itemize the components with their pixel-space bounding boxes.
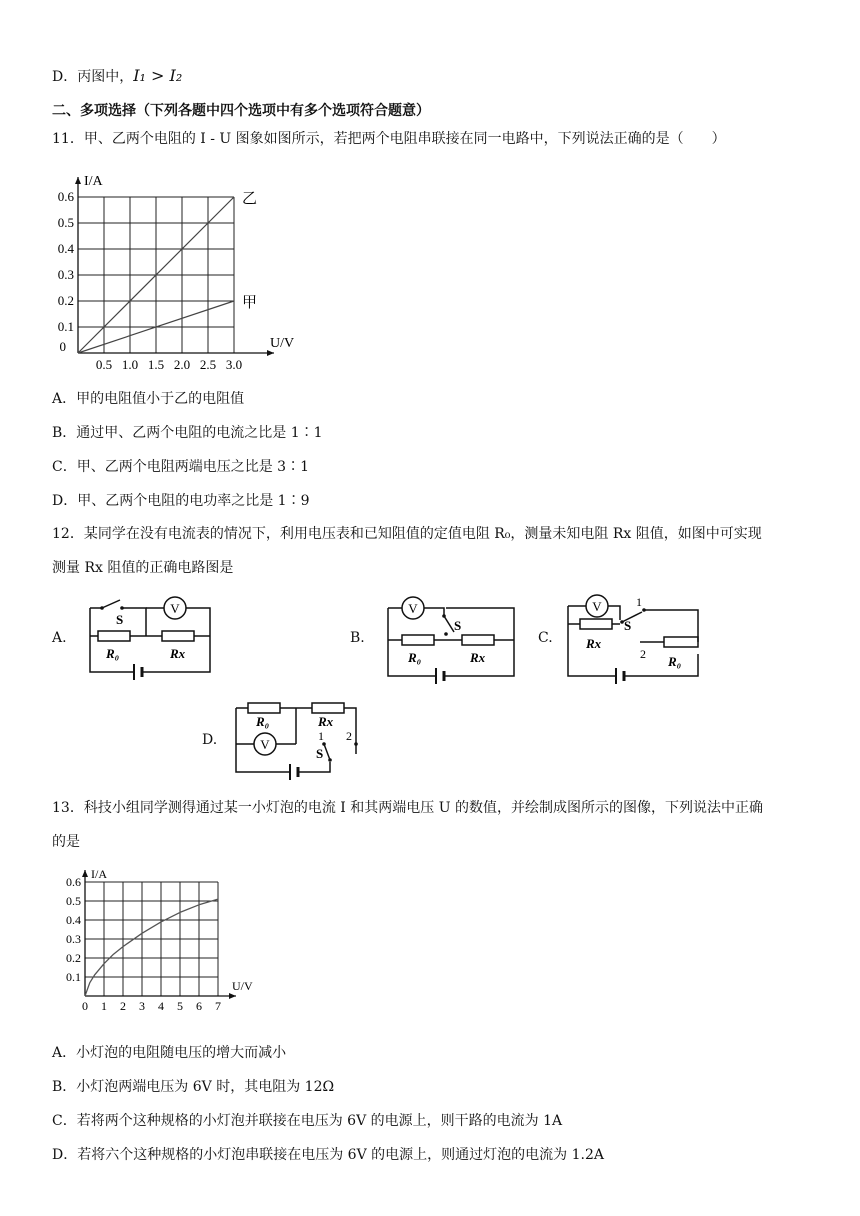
circuit-a <box>86 596 216 680</box>
switch-label: S <box>316 746 324 761</box>
x-tick-label: 2.0 <box>173 357 191 372</box>
series-label: 甲 <box>242 295 258 311</box>
iu-curve <box>85 899 218 996</box>
option-expression: I₁ > I₂ <box>133 66 183 85</box>
q11-option-b: B．通过甲、乙两个电阻的电流之比是 1∶1 <box>52 425 323 441</box>
x-tick-label: 1 <box>101 999 107 1013</box>
y-tick-label: 0.1 <box>66 970 81 984</box>
x-axis-arrow <box>229 993 236 999</box>
q13-option-a: A．小灯泡的电阻随电压的增大而减小 <box>52 1045 287 1061</box>
y-tick-label: 0.3 <box>66 932 81 946</box>
x-tick-label: 7 <box>215 999 221 1013</box>
y-tick-label: 0.6 <box>66 875 81 889</box>
q11-stem: 11．甲、乙两个电阻的 I - U 图象如图所示，若把两个电阻串联接在同一电路中，下列说法正确的是（ ） <box>52 131 726 147</box>
terminal-2-label: 2 <box>640 647 646 661</box>
terminal-2-label: 2 <box>346 729 352 743</box>
prev-option-d <box>52 66 182 86</box>
q13-stem-line2: 的是 <box>52 834 80 850</box>
rx-label: Rx <box>318 714 334 729</box>
r0-label: R₀ <box>256 714 270 729</box>
q12-stem-line1: 12．某同学在没有电流表的情况下，利用电压表和已知阻值的定值电阻 R₀，测量未知电阻 Rx 阻值，如图中可实现 <box>52 526 762 542</box>
origin-label: 0 <box>59 339 66 354</box>
y-tick-label: 0.5 <box>66 894 81 908</box>
series-label: 乙 <box>242 191 258 207</box>
switch-label: S <box>624 618 632 633</box>
circuit-d <box>232 700 367 782</box>
circuit-b-label: B. <box>350 630 365 646</box>
voltmeter-symbol: V <box>408 601 418 616</box>
x-tick-label: 2.5 <box>199 357 217 372</box>
x-tick-label: 0.5 <box>95 357 113 372</box>
circuit-a-label: A. <box>52 630 67 646</box>
y-axis-label: I/A <box>84 174 103 189</box>
x-tick-label: 0 <box>82 999 88 1013</box>
rx-label: Rx <box>170 646 186 661</box>
q13-iu-chart <box>55 856 255 1016</box>
y-tick-label: 0.2 <box>66 951 81 965</box>
x-tick-label: 1.0 <box>121 357 139 372</box>
y-axis-label: I/A <box>91 867 107 881</box>
q11-option-c: C．甲、乙两个电阻两端电压之比是 3∶1 <box>52 459 309 475</box>
y-tick-label: 0.3 <box>57 267 74 282</box>
voltmeter-symbol: V <box>260 737 270 752</box>
rx-label: Rx <box>586 636 602 651</box>
q12-stem-line2: 测量 Rx 阻值的正确电路图是 <box>52 560 234 576</box>
x-tick-label: 4 <box>158 999 164 1013</box>
y-tick-label: 0.6 <box>57 189 74 204</box>
circuit-c-label: C. <box>538 630 553 646</box>
terminal-1-label: 1 <box>636 595 642 609</box>
q11-iu-chart <box>50 160 295 375</box>
r0-label: R₀ <box>668 654 682 669</box>
circuit-c <box>564 596 704 686</box>
voltmeter-symbol: V <box>170 601 180 616</box>
x-tick-label: 2 <box>120 999 126 1013</box>
y-tick-label: 0.5 <box>57 215 74 230</box>
y-tick-label: 0.2 <box>57 293 74 308</box>
option-label: D．丙图中， <box>52 69 134 85</box>
q13-option-c: C．若将两个这种规格的小灯泡并联接在电压为 6V 的电源上，则干路的电流为 1A <box>52 1113 563 1129</box>
r0-label: R₀ <box>408 650 422 665</box>
y-tick-label: 0.4 <box>57 241 74 256</box>
x-tick-label: 5 <box>177 999 183 1013</box>
q11-option-d: D．甲、乙两个电阻的电功率之比是 1∶9 <box>52 493 310 509</box>
y-tick-label: 0.4 <box>66 913 81 927</box>
switch-label: S <box>116 612 124 627</box>
terminal-1-label: 1 <box>318 729 324 743</box>
x-tick-label: 1.5 <box>147 357 165 372</box>
x-tick-label: 6 <box>196 999 202 1013</box>
q13-stem-line1: 13．科技小组同学测得通过某一小灯泡的电流 I 和其两端电压 U 的数值，并绘制成图所示的图像，下列说法中正确 <box>52 800 763 816</box>
voltmeter-symbol: V <box>592 599 602 614</box>
q13-option-d: D．若将六个这种规格的小灯泡串联接在电压为 6V 的电源上，则通过灯泡的电流为 1.2A <box>52 1147 604 1163</box>
switch-label: S <box>454 618 462 633</box>
x-tick-label: 3.0 <box>225 357 243 372</box>
rx-label: Rx <box>470 650 486 665</box>
circuit-d-label: D. <box>202 732 218 748</box>
q13-option-b: B．小灯泡两端电压为 6V 时，其电阻为 12Ω <box>52 1079 335 1095</box>
y-tick-label: 0.1 <box>57 319 74 334</box>
section-2-title: 二、多项选择（下列各题中四个选项中有多个选项符合题意） <box>52 103 430 119</box>
r0-label: R₀ <box>106 646 120 661</box>
y-axis-arrow <box>75 177 81 184</box>
x-tick-label: 3 <box>139 999 145 1013</box>
circuit-b <box>384 596 519 686</box>
q11-option-a: A．甲的电阻值小于乙的电阻值 <box>52 391 245 407</box>
x-axis-label: U/V <box>270 336 295 351</box>
y-axis-arrow <box>82 870 88 877</box>
x-axis-label: U/V <box>232 979 253 993</box>
